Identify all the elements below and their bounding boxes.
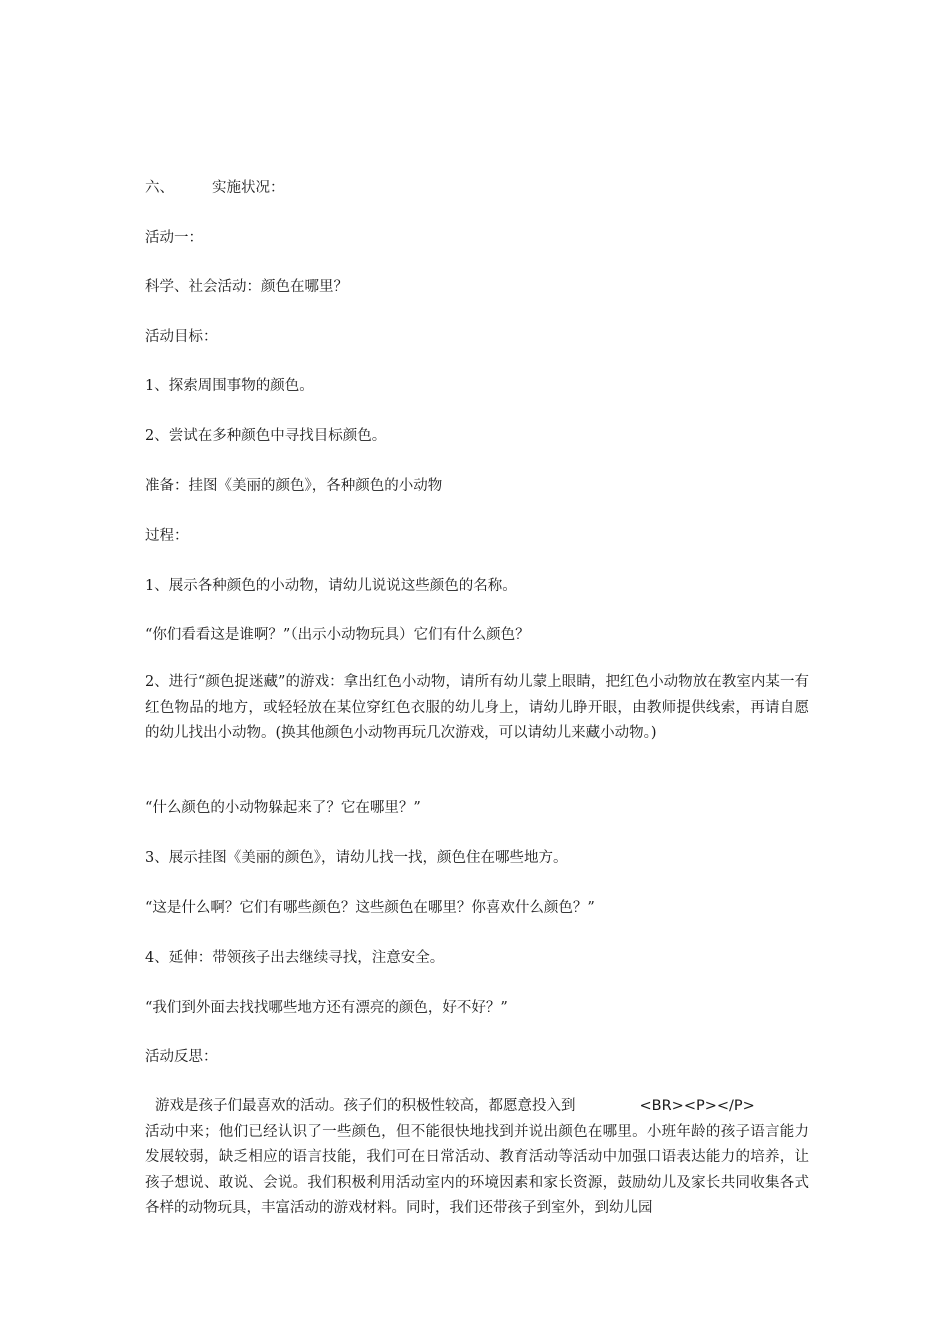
section-heading <box>145 178 810 198</box>
process-dialogue: “你们看看这是谁啊？”（出示小动物玩具）它们有什么颜色？ <box>145 627 530 643</box>
section-title: 实施状况： <box>212 180 285 196</box>
reflection-text-start: 游戏是孩子们最喜欢的活动。孩子们的积极性较高，都愿意投入到 <box>155 1098 576 1114</box>
goal-item: 1、探索周围事物的颜色。 <box>145 378 314 394</box>
reflection-html-tag: <BR><P></P> <box>639 1098 755 1114</box>
reflection-paragraph <box>145 1094 809 1222</box>
process-dialogue: “我们到外面去找找哪些地方还有漂亮的颜色，好不好？” <box>145 1000 508 1016</box>
process-step: 1、展示各种颜色的小动物，请幼儿说说这些颜色的名称。 <box>145 578 517 594</box>
preparation: 准备：挂图《美丽的颜色》，各种颜色的小动物 <box>145 478 443 494</box>
goal-item: 2、尝试在多种颜色中寻找目标颜色。 <box>145 428 387 444</box>
activity-name: 科学、社会活动：颜色在哪里？ <box>145 279 348 295</box>
process-dialogue: “什么颜色的小动物躲起来了？它在哪里？” <box>145 800 421 816</box>
activity-heading: 活动一： <box>145 230 203 246</box>
process-heading: 过程： <box>145 528 189 544</box>
section-number: 六、 <box>145 180 174 196</box>
process-dialogue: “这是什么啊？它们有哪些颜色？这些颜色在哪里？你喜欢什么颜色？” <box>145 900 595 916</box>
reflection-heading: 活动反思： <box>145 1049 218 1065</box>
process-step: 2、进行“颜色捉迷藏”的游戏：拿出红色小动物，请所有幼儿蒙上眼睛，把红色小动物放在教室内某一有红色物品的地方，或轻轻放在某位穿红色衣服的幼儿身上，请幼儿睁开眼，由教师提供线索，再请自愿的幼儿找出小动物。(换其他颜色小动物再玩几次游戏，可以请幼儿来藏小动物。) <box>145 674 809 741</box>
process-step: 4、延伸：带领孩子出去继续寻找，注意安全。 <box>145 950 445 966</box>
reflection-text-rest: 活动中来；他们已经认识了一些颜色，但不能很快地找到并说出颜色在哪里。小班年龄的孩子语言能力发展较弱，缺乏相应的语言技能，我们可在日常活动、教育活动等活动中加强口语表达能力的培养，让孩子想说、敢说、会说。我们积极利用活动室内的环境因素和家长资源，鼓励幼儿及家长共同收集各式各样的动物玩具，丰富活动的游戏材料。同时，我们还带孩子到室外，到幼儿园 <box>145 1123 809 1216</box>
goals-heading: 活动目标： <box>145 329 218 345</box>
process-step: 3、展示挂图《美丽的颜色》，请幼儿找一找，颜色住在哪些地方。 <box>145 850 568 866</box>
